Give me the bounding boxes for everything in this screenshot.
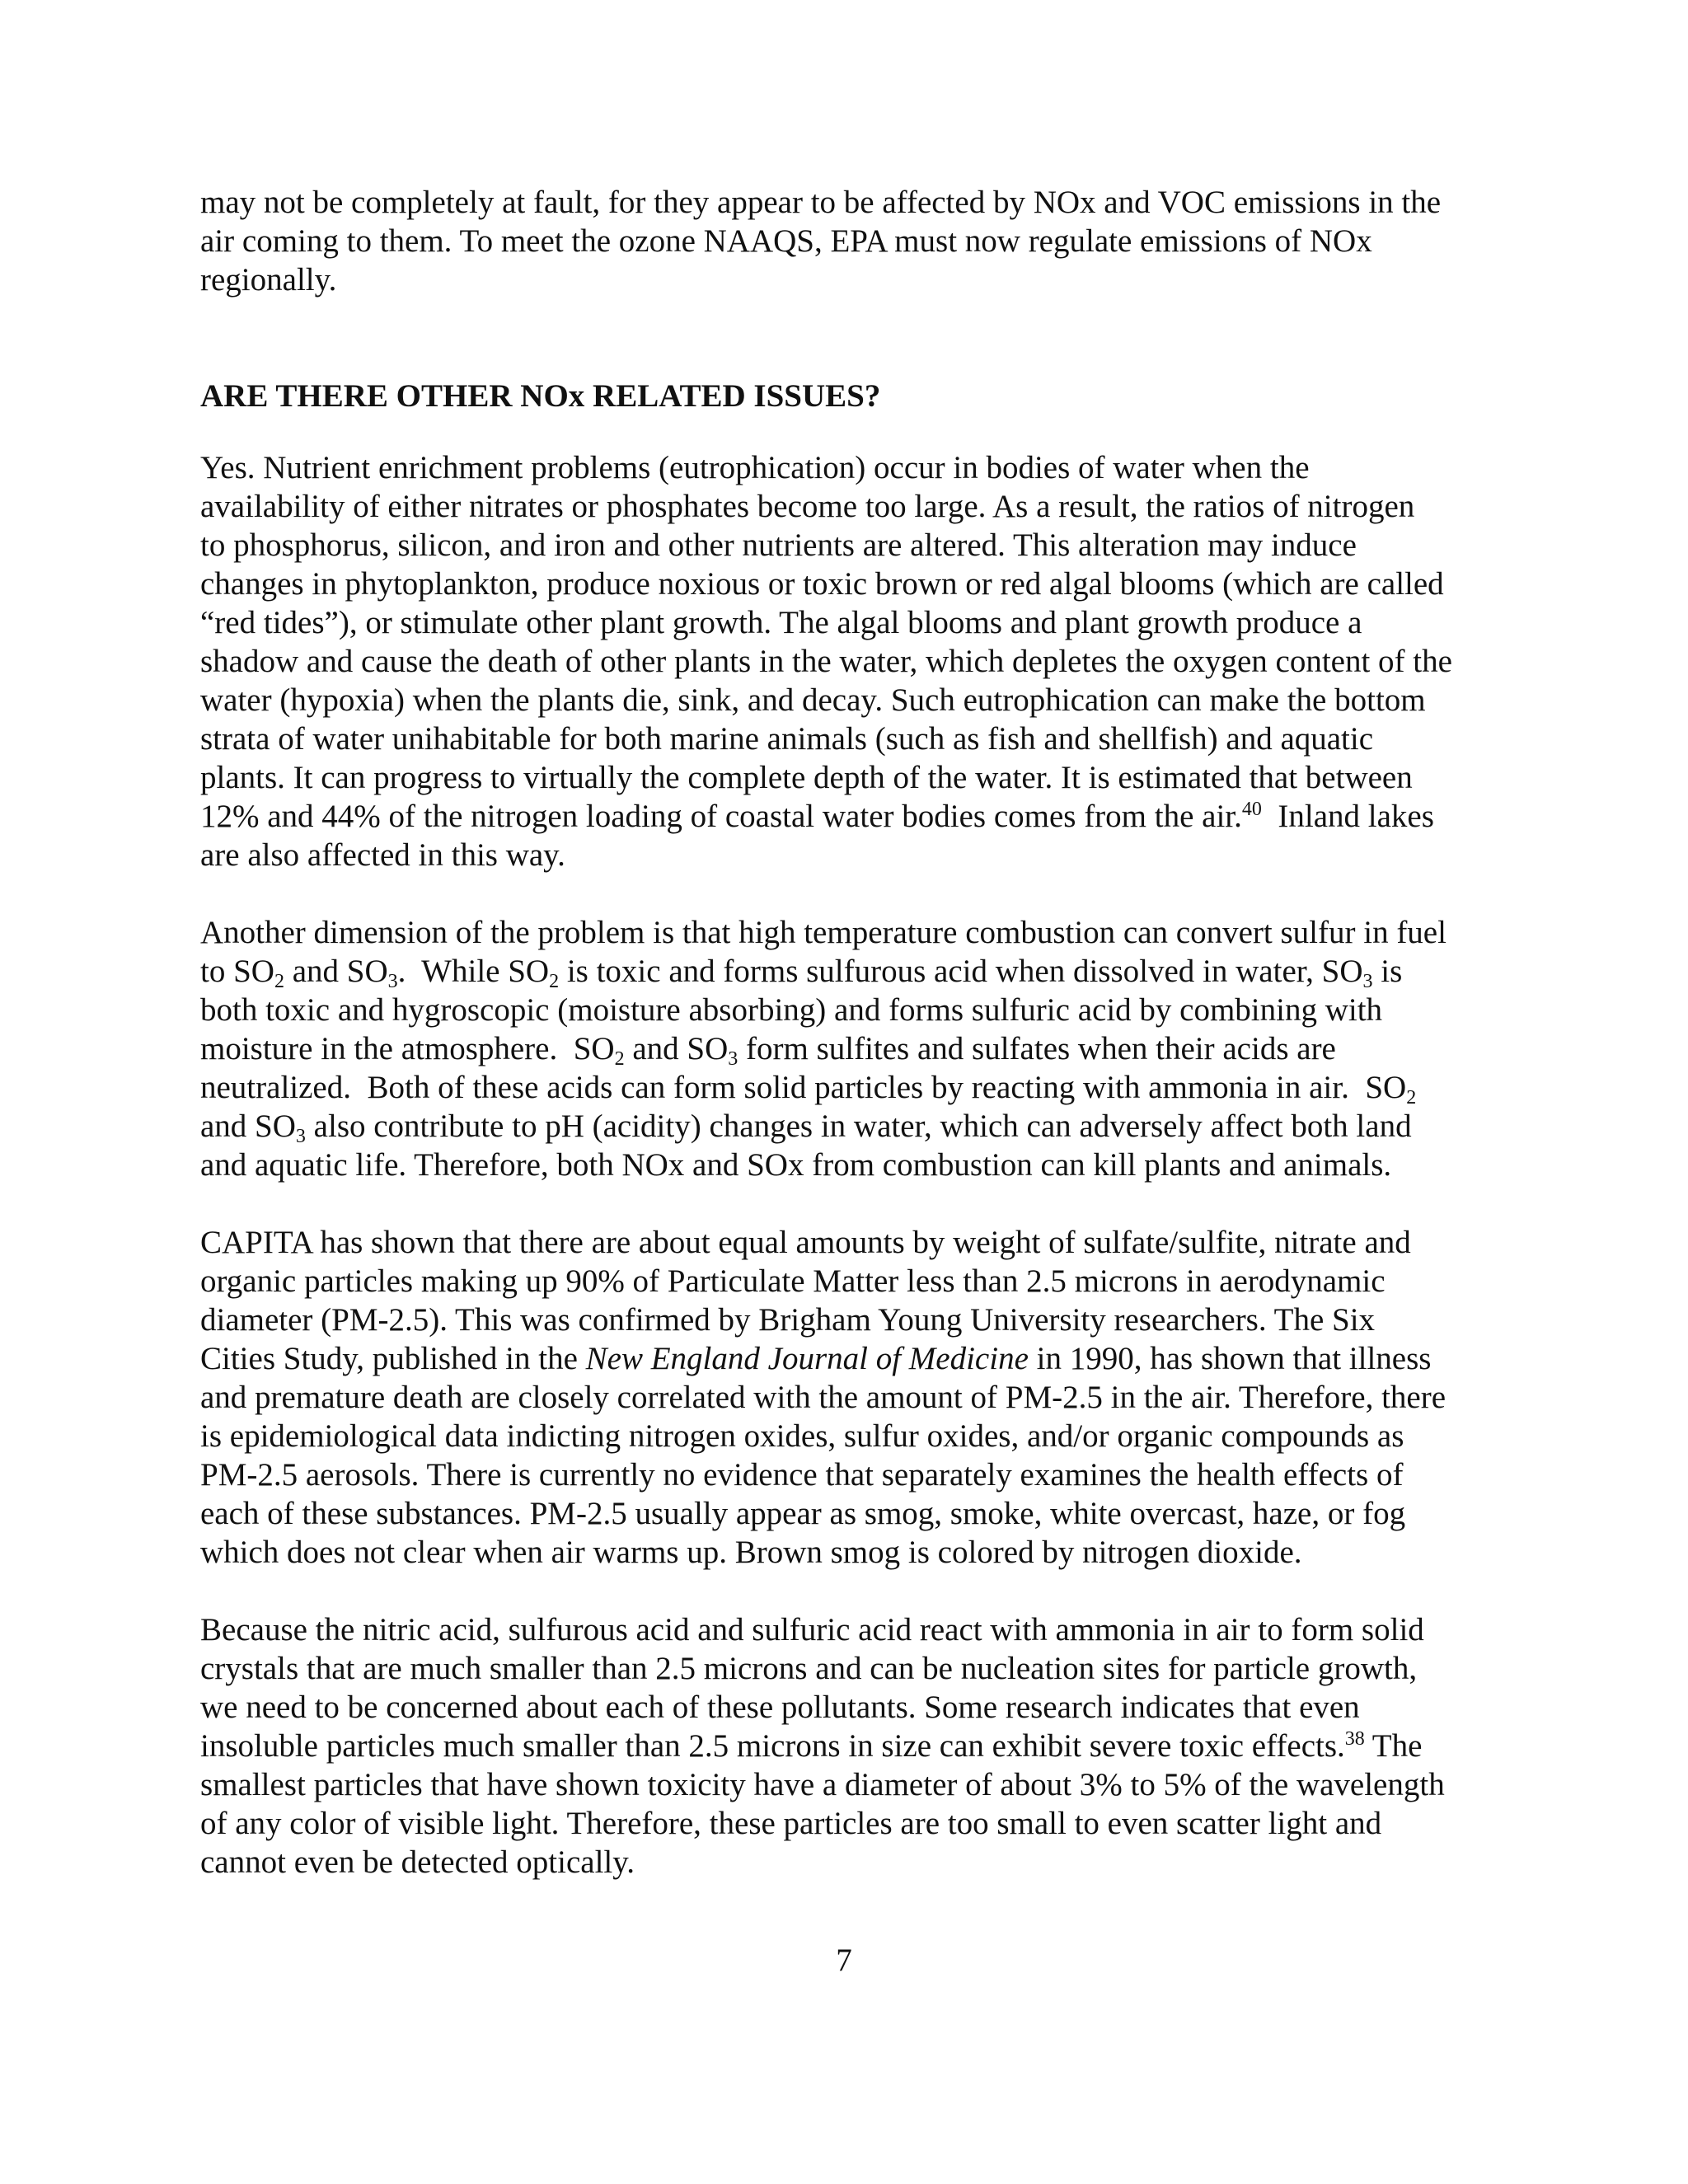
text-line: Yes. Nutrient enrichment problems (eutrophication) occur in bodies of water when the xyxy=(200,450,1310,485)
text-line: are also affected in this way. xyxy=(200,837,565,873)
sulfur-paragraph xyxy=(200,913,1503,1184)
text-line: water (hypoxia) when the plants die, sink, and decay. Such eutrophication can make the bottom xyxy=(200,682,1426,718)
text-run: Cities Study, published in the xyxy=(200,1341,586,1376)
text-line: smallest particles that have shown toxicity have a diameter of about 3% to 5% of the wavelength xyxy=(200,1767,1445,1802)
text-line: organic particles making up 90% of Particulate Matter less than 2.5 microns in aerodynamic xyxy=(200,1263,1386,1299)
text-line: CAPITA has shown that there are about equal amounts by weight of sulfate/sulfite, nitrate and xyxy=(200,1225,1411,1260)
journal-title: New England Journal of Medicine xyxy=(585,1341,1029,1376)
particulate-paragraph xyxy=(200,1223,1503,1572)
text-line: cannot even be detected optically. xyxy=(200,1844,635,1880)
text-run: Inland lakes xyxy=(1261,799,1434,834)
text-line: we need to be concerned about each of these pollutants. Some research indicates that even xyxy=(200,1690,1360,1725)
text-line xyxy=(200,797,1503,836)
subscript: 2 xyxy=(1406,1087,1417,1108)
text-line: and aquatic life. Therefore, both NOx and SOx from combustion can kill plants and animals. xyxy=(200,1147,1392,1183)
text-line: diameter (PM-2.5). This was confirmed by Brigham Young University researchers. The Six xyxy=(200,1302,1376,1338)
text-line: which does not clear when air warms up. Brown smog is colored by nitrogen dioxide. xyxy=(200,1535,1302,1570)
text-line: strata of water unihabitable for both marine animals (such as fish and shellfish) and aquatic xyxy=(200,721,1374,757)
text-line: changes in phytoplankton, produce noxious or toxic brown or red algal blooms (which are called xyxy=(200,566,1444,602)
text-run: insoluble particles much smaller than 2.5 microns in size can exhibit severe toxic effects. xyxy=(200,1728,1345,1764)
text-line: both toxic and hygroscopic (moisture absorbing) and forms sulfuric acid by combining with xyxy=(200,992,1383,1028)
text-line xyxy=(200,1107,1503,1146)
text-line xyxy=(200,1029,1503,1068)
text-run: neutralized. Both of these acids can form solid particles by reacting with ammonia in air. SO xyxy=(200,1070,1407,1105)
text-run: and SO xyxy=(200,1108,296,1144)
text-run: to SO xyxy=(200,954,274,989)
text-line: regionally. xyxy=(200,262,337,298)
text-line xyxy=(200,1339,1503,1378)
text-line xyxy=(200,1727,1503,1765)
text-line: Another dimension of the problem is that high temperature combustion can convert sulfur in fuel xyxy=(200,915,1447,950)
text-line: is epidemiological data indicting nitrogen oxides, sulfur oxides, and/or organic compounds as xyxy=(200,1418,1404,1454)
text-run: also contribute to pH (acidity) changes in water, which can adversely affect both land xyxy=(305,1108,1412,1144)
text-run: in 1990, has shown that illness xyxy=(1028,1341,1432,1376)
text-run: 12% and 44% of the nitrogen loading of coastal water bodies comes from the air. xyxy=(200,799,1242,834)
text-run: form sulfites and sulfates when their acids are xyxy=(738,1031,1336,1066)
text-line: Because the nitric acid, sulfurous acid and sulfuric acid react with ammonia in air to form solid xyxy=(200,1612,1424,1647)
text-line: may not be completely at fault, for they appear to be affected by NOx and VOC emissions in the xyxy=(200,185,1442,220)
document-page xyxy=(200,183,1503,1882)
crystals-paragraph xyxy=(200,1610,1503,1882)
text-run: The xyxy=(1364,1728,1423,1764)
intro-paragraph xyxy=(200,183,1503,299)
subscript: 3 xyxy=(1362,971,1373,992)
subscript: 2 xyxy=(614,1048,625,1070)
section-heading: ARE THERE OTHER NOx RELATED ISSUES? xyxy=(200,378,881,414)
text-line: crystals that are much smaller than 2.5 microns and can be nucleation sites for particle growth, xyxy=(200,1651,1418,1686)
text-run: and SO xyxy=(284,954,388,989)
text-line: and premature death are closely correlated with the amount of PM-2.5 in the air. Therefore, there xyxy=(200,1380,1447,1415)
text-run: is xyxy=(1372,954,1403,989)
text-line: plants. It can progress to virtually the complete depth of the water. It is estimated that between xyxy=(200,760,1413,795)
text-line: to phosphorus, silicon, and iron and other nutrients are altered. This alteration may induce xyxy=(200,527,1357,563)
page-number: 7 xyxy=(836,1943,852,1978)
text-line: PM-2.5 aerosols. There is currently no evidence that separately examines the health effects of xyxy=(200,1457,1404,1493)
text-line xyxy=(200,1068,1503,1107)
subscript: 3 xyxy=(295,1126,306,1147)
text-line: “red tides”), or stimulate other plant growth. The algal blooms and plant growth produce a xyxy=(200,605,1362,640)
text-line: air coming to them. To meet the ozone NAAQS, EPA must now regulate emissions of NOx xyxy=(200,223,1372,259)
footnote-ref-38: 38 xyxy=(1344,1728,1365,1750)
text-line xyxy=(200,952,1503,991)
subscript: 2 xyxy=(274,971,284,992)
text-run: moisture in the atmosphere. SO xyxy=(200,1031,615,1066)
text-line: availability of either nitrates or phosphates become too large. As a result, the ratios of nitrogen xyxy=(200,489,1415,524)
text-run: and SO xyxy=(624,1031,729,1066)
text-run: is toxic and forms sulfurous acid when dissolved in water, SO xyxy=(559,954,1363,989)
text-line: shadow and cause the death of other plants in the water, which depletes the oxygen content of the xyxy=(200,644,1452,679)
subscript: 3 xyxy=(387,971,398,992)
subscript: 2 xyxy=(549,971,560,992)
text-line: of any color of visible light. Therefore, these particles are too small to even scatter light and xyxy=(200,1806,1382,1841)
subscript: 3 xyxy=(728,1048,738,1070)
eutrophication-paragraph xyxy=(200,448,1503,874)
text-line: each of these substances. PM-2.5 usually appear as smog, smoke, white overcast, haze, or fog xyxy=(200,1496,1406,1531)
text-run: . While SO xyxy=(397,954,550,989)
footnote-ref-40: 40 xyxy=(1241,799,1262,820)
